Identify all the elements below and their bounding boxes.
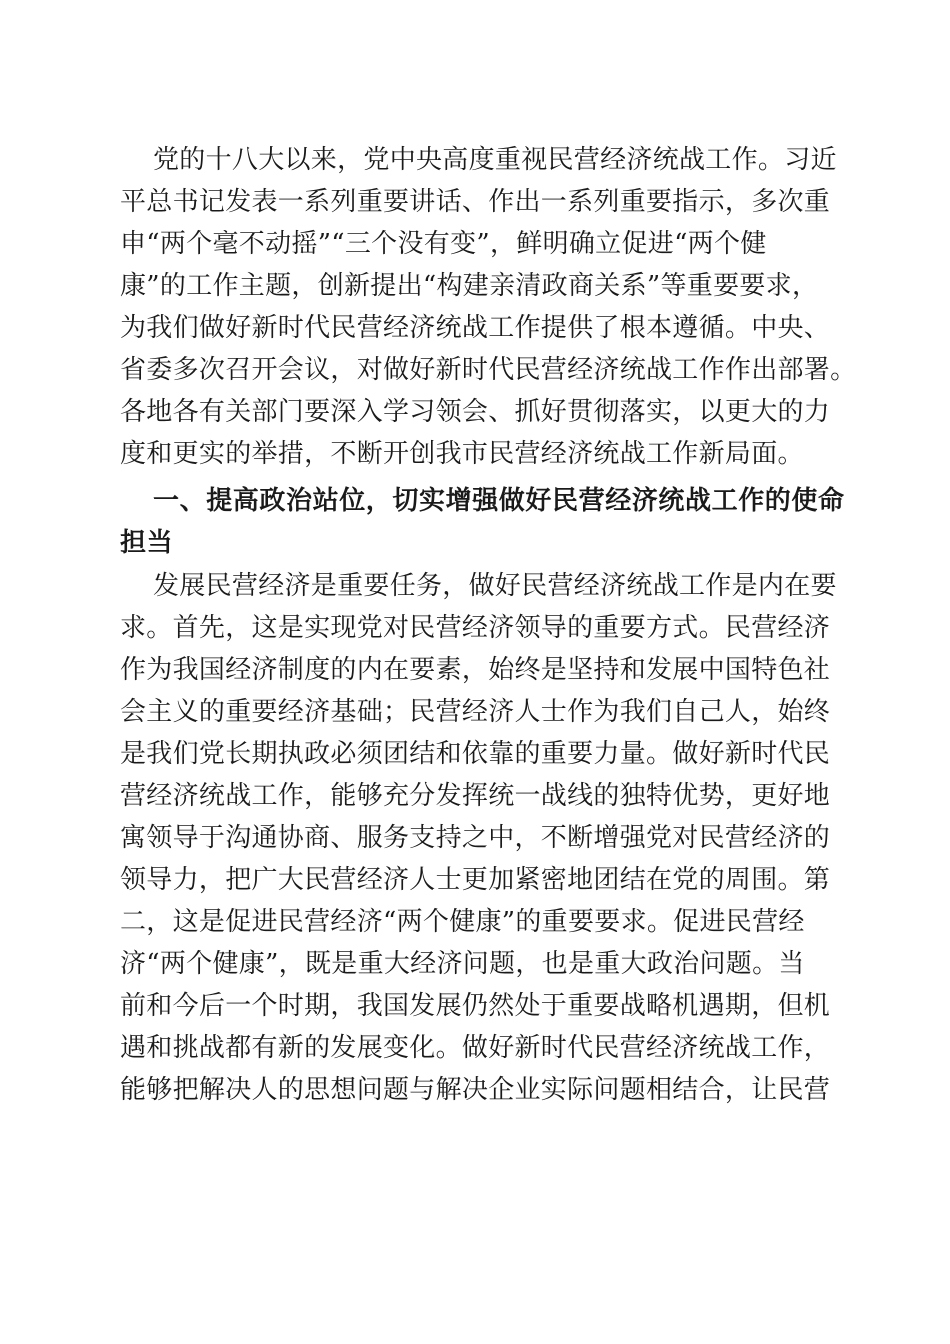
paragraph-line: 营经济统战工作，能够充分发挥统一战线的独特优势，更好地 [120,781,831,811]
paragraph-line: 省委多次召开会议，对做好新时代民营经济统战工作作出部署。 [120,355,857,385]
paragraph-line: 前和今后一个时期，我国发展仍然处于重要战略机遇期，但机 [120,991,831,1021]
paragraph-line: 会主义的重要经济基础；民营经济人士作为我们自己人，始终 [120,697,831,727]
paragraph-line: 申“两个毫不动摇”“三个没有变”，鲜明确立促进“两个健 [120,229,767,259]
paragraph-line: 度和更实的举措，不断开创我市民营经济统战工作新局面。 [120,439,804,469]
paragraph-line: 求。首先，这是实现党对民营经济领导的重要方式。民营经济 [120,613,831,643]
paragraph-line: 党的十八大以来，党中央高度重视民营经济统战工作。习近 [153,145,837,175]
section-heading-line: 一、提高政治站位，切实增强做好民营经济统战工作的使命 [153,486,845,516]
paragraph-line: 能够把解决人的思想问题与解决企业实际问题相结合，让民营 [120,1075,831,1105]
paragraph-line: 康”的工作主题，创新提出“构建亲清政商关系”等重要要求， [120,271,819,301]
paragraph-line: 是我们党长期执政必须团结和依靠的重要力量。做好新时代民 [120,739,831,769]
paragraph-line: 寓领导于沟通协商、服务支持之中，不断增强党对民营经济的 [120,823,831,853]
paragraph-line: 作为我国经济制度的内在要素，始终是坚持和发展中国特色社 [120,655,831,685]
paragraph-line: 二，这是促进民营经济“两个健康”的重要要求。促进民营经 [120,907,805,937]
paragraph-line: 济“两个健康”，既是重大经济问题，也是重大政治问题。当 [120,949,805,979]
paragraph-line: 发展民营经济是重要任务，做好民营经济统战工作是内在要 [153,571,837,601]
paragraph-line: 遇和挑战都有新的发展变化。做好新时代民营经济统战工作， [120,1033,831,1063]
section-heading-line: 担当 [120,528,174,558]
paragraph-line: 领导力，把广大民营经济人士更加紧密地团结在党的周围。第 [120,865,831,895]
paragraph-line: 为我们做好新时代民营经济统战工作提供了根本遵循。中央、 [120,313,831,343]
paragraph-line: 各地各有关部门要深入学习领会、抓好贯彻落实，以更大的力 [120,397,831,427]
paragraph-line: 平总书记发表一系列重要讲话、作出一系列重要指示，多次重 [120,187,831,217]
